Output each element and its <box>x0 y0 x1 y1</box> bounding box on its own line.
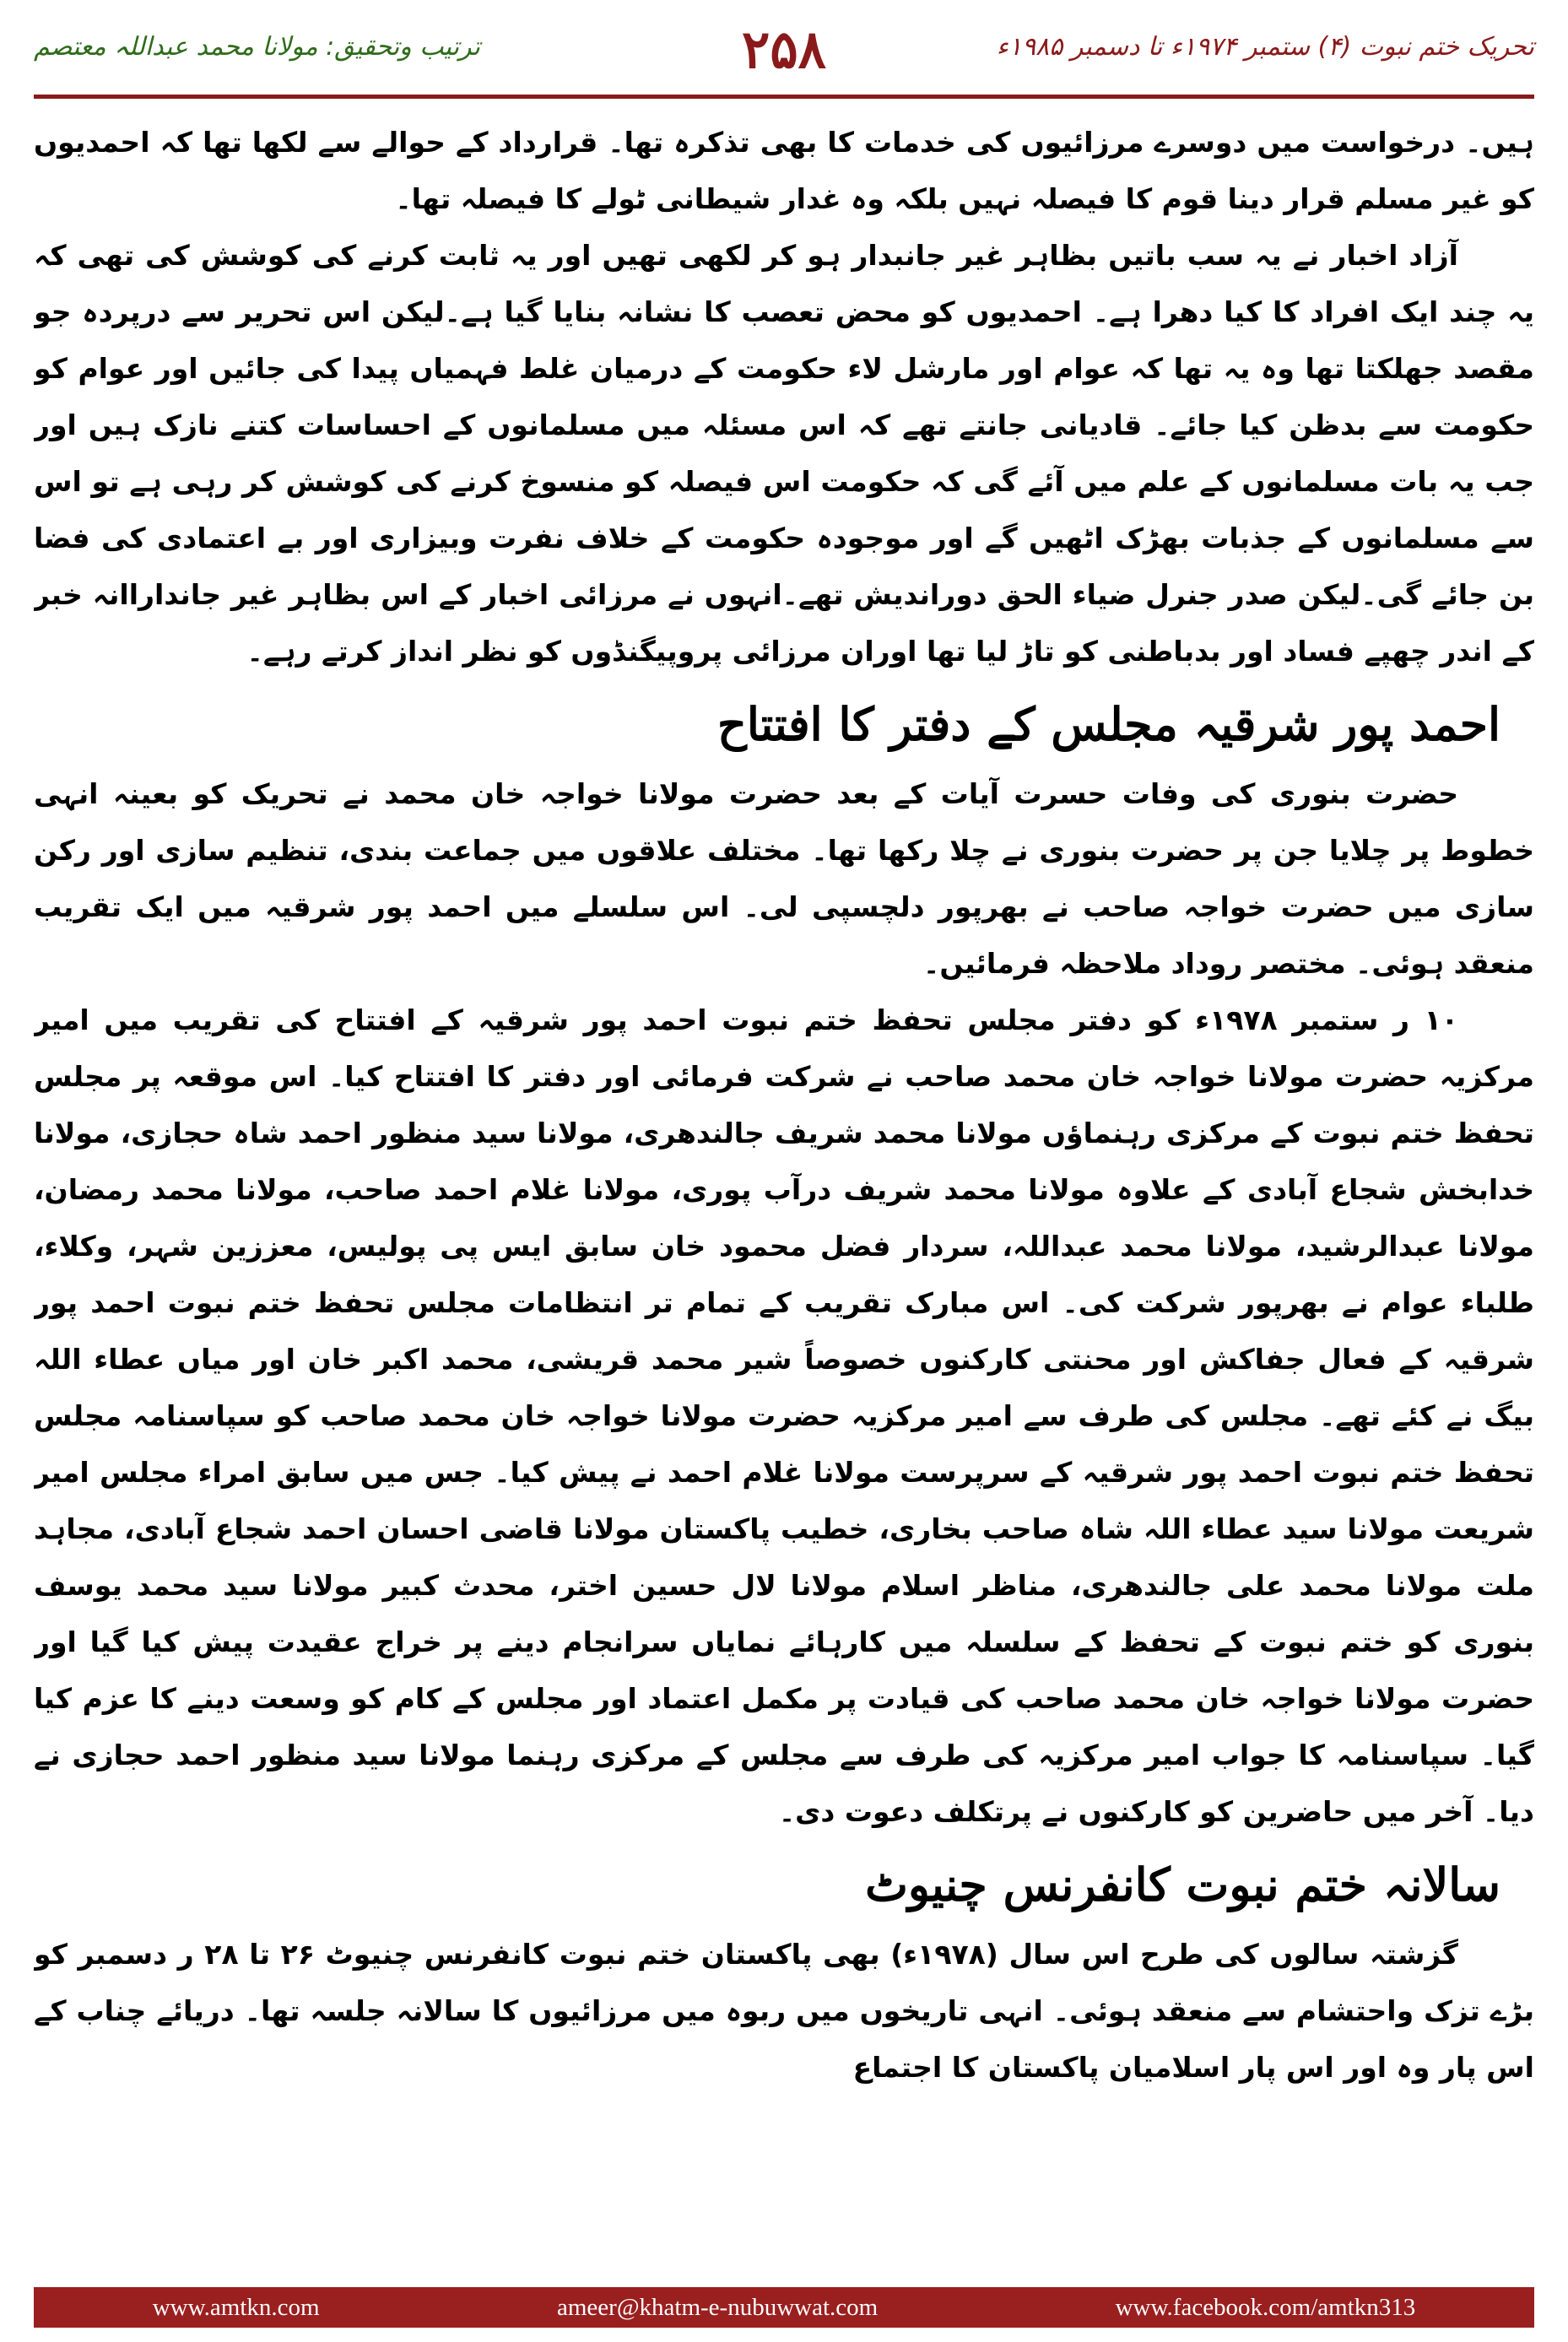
website-link[interactable]: www.amtkn.com <box>152 2293 320 2321</box>
paragraph-2: آزاد اخبار نے یہ سب باتیں بظاہر غیر جانبدار ہو کر لکھی تھیں اور یہ ثابت کرنے کی کوشش کی تھی کہ یہ چند ایک افراد کا کیا دھرا ہے۔ احمدیوں کو محض تعصب کا نشانہ بنایا گیا ہے۔لیکن اس تحریر سے درپردہ جو مقصد جھلکتا تھا وہ یہ تھا کہ عوام اور مارشل لاء حکومت کے درمیان غلط فہمیاں پیدا کی جائیں اور عوام کو حکومت سے بدظن کیا جائے۔ قادیانی جانتے تھے کہ اس مسئلہ میں مسلمانوں کے احساسات کتنے نازک ہیں اور جب یہ بات مسلمانوں کے علم میں آئے گی کہ حکومت اس فیصلہ کو منسوخ کرنے کی کوشش کر رہی ہے تو اس سے مسلمانوں کے جذبات بھڑک اٹھیں گے اور موجودہ حکومت کے خلاف نفرت وبیزاری اور بے اعتمادی کی فضا بن جائے گی۔لیکن صدر جنرل ضیاء الحق دوراندیش تھے۔انہوں نے مرزائی اخبار کے اس بظاہر غیر جانداراانہ خبر کے اندر چھپے فساد اور بدباطنی کو تاڑ لیا تھا اوران مرزائی پروپیگنڈوں کو نظر انداز کرتے رہے۔ <box>34 239 1534 668</box>
facebook-link[interactable]: www.facebook.com/amtkn313 <box>1115 2293 1416 2321</box>
section-heading-ahmadpur: احمد پور شرقیہ مجلس کے دفتر کا افتتاح <box>716 697 1500 751</box>
header-divider <box>34 95 1534 99</box>
series-title: تحریک ختم نبوت (۴) ستمبر ۱۹۷۴ء تا دسمبر ۱۹۸۵ء <box>996 32 1534 62</box>
paragraph-5: گزشتہ سالوں کی طرح اس سال (۱۹۷۸ء) بھی پاکستان ختم نبوت کانفرنس چنیوٹ ۲۶ تا ۲۸ ر دسمبر کو بڑے تزک واحتشام سے منعقد ہوئی۔ انہی تاریخوں میں ربوہ میں مرزائیوں کا سالانہ جلسہ تھا۔ دریائے چناب کے اس پار وہ اور اس پار اسلامیان پاکستان کا اجتماع <box>34 1938 1534 2084</box>
page-footer <box>34 2287 1534 2328</box>
email-link[interactable]: ameer@khatm-e-nubuwwat.com <box>556 2293 879 2321</box>
page-number: ۲۵۸ <box>742 19 826 80</box>
compiler-credit: ترتیب وتحقیق: مولانا محمد عبداللہ معتصم <box>34 32 480 62</box>
page-body <box>34 114 1534 2249</box>
paragraph-4: ۱۰ ر ستمبر ۱۹۷۸ء کو دفتر مجلس تحفظ ختم نبوت احمد پور شرقیہ کے افتتاح کی تقریب میں امیر مرکزیہ حضرت مولانا خواجہ خان محمد صاحب نے شرکت فرمائی اور دفتر کا افتتاح کیا۔ اس موقعہ پر مجلس تحفظ ختم نبوت کے مرکزی رہنماؤں مولانا محمد شریف جالندھری، مولانا سید منظور احمد شاہ حجازی، مولانا خدابخش شجاع آبادی کے علاوہ مولانا محمد شریف درآب پوری، مولانا غلام احمد صاحب، مولانا محمد رمضان، مولانا عبدالرشید، مولانا محمد عبداللہ، سردار فضل محمود خان سابق ایس پی پولیس، معززین شہر، وکلاء، طلباء عوام نے بھرپور شرکت کی۔ اس مبارک تقریب کے تمام تر انتظامات مجلس تحفظ ختم نبوت احمد پور شرقیہ کے فعال جفاکش اور محنتی کارکنوں خصوصاً شیر محمد قریشی، محمد اکبر خان اور میاں عطاء اللہ بیگ نے کئے تھے۔ مجلس کی طرف سے امیر مرکزیہ حضرت مولانا خواجہ خان محمد صاحب کو سپاسنامہ مجلس تحفظ ختم نبوت احمد پور شرقیہ کے سرپرست مولانا غلام احمد نے پیش کیا۔ جس میں سابق امراء مجلس امیر شریعت مولانا سید عطاء اللہ شاہ صاحب بخاری، خطیب پاکستان مولانا قاضی احسان احمد شجاع آبادی، مجاہد ملت مولانا محمد علی جالندھری، مناظر اسلام مولانا لال حسین اختر، محدث کبیر مولانا سید محمد یوسف بنوری کو ختم نبوت کے تحفظ کے سلسلہ میں کارہائے نمایاں سرانجام دینے پر خراج عقیدت پیش کیا گیا اور حضرت مولانا خواجہ خان محمد صاحب کی قیادت پر مکمل اعتماد اور مجلس کے کام کو وسعت دینے کا عزم کیا گیا۔ سپاسنامہ کا جواب امیر مرکزیہ کی طرف سے مجلس کے مرکزی رہنما مولانا سید منظور احمد حجازی نے دیا۔ آخر میں حاضرین کو کارکنوں نے پرتکلف دعوت دی۔ <box>34 1003 1534 1828</box>
section-heading-chiniot: سالانہ ختم نبوت کانفرنس چنیوٹ <box>865 1858 1500 1912</box>
paragraph-1: ہیں۔ درخواست میں دوسرے مرزائیوں کی خدمات کا بھی تذکرہ تھا۔ قرارداد کے حوالے سے لکھا تھا کہ احمدیوں کو غیر مسلم قرار دینا قوم کا فیصلہ نہیں بلکہ وہ غدار شیطانی ٹولے کا فیصلہ تھا۔ <box>34 126 1534 215</box>
paragraph-3: حضرت بنوری کی وفات حسرت آیات کے بعد حضرت مولانا خواجہ خان محمد نے تحریک کو بعینہ انہی خطوط پر چلایا جن پر حضرت بنوری نے چلا رکھا تھا۔ مختلف علاقوں میں جماعت بندی، تنظیم سازی اور رکن سازی میں حضرت خواجہ صاحب نے بھرپور دلچسپی لی۔ اس سلسلے میں احمد پور شرقیہ میں ایک تقریب منعقد ہوئی۔ مختصر روداد ملاحظہ فرمائیں۔ <box>34 777 1534 980</box>
page-header <box>0 0 1568 84</box>
